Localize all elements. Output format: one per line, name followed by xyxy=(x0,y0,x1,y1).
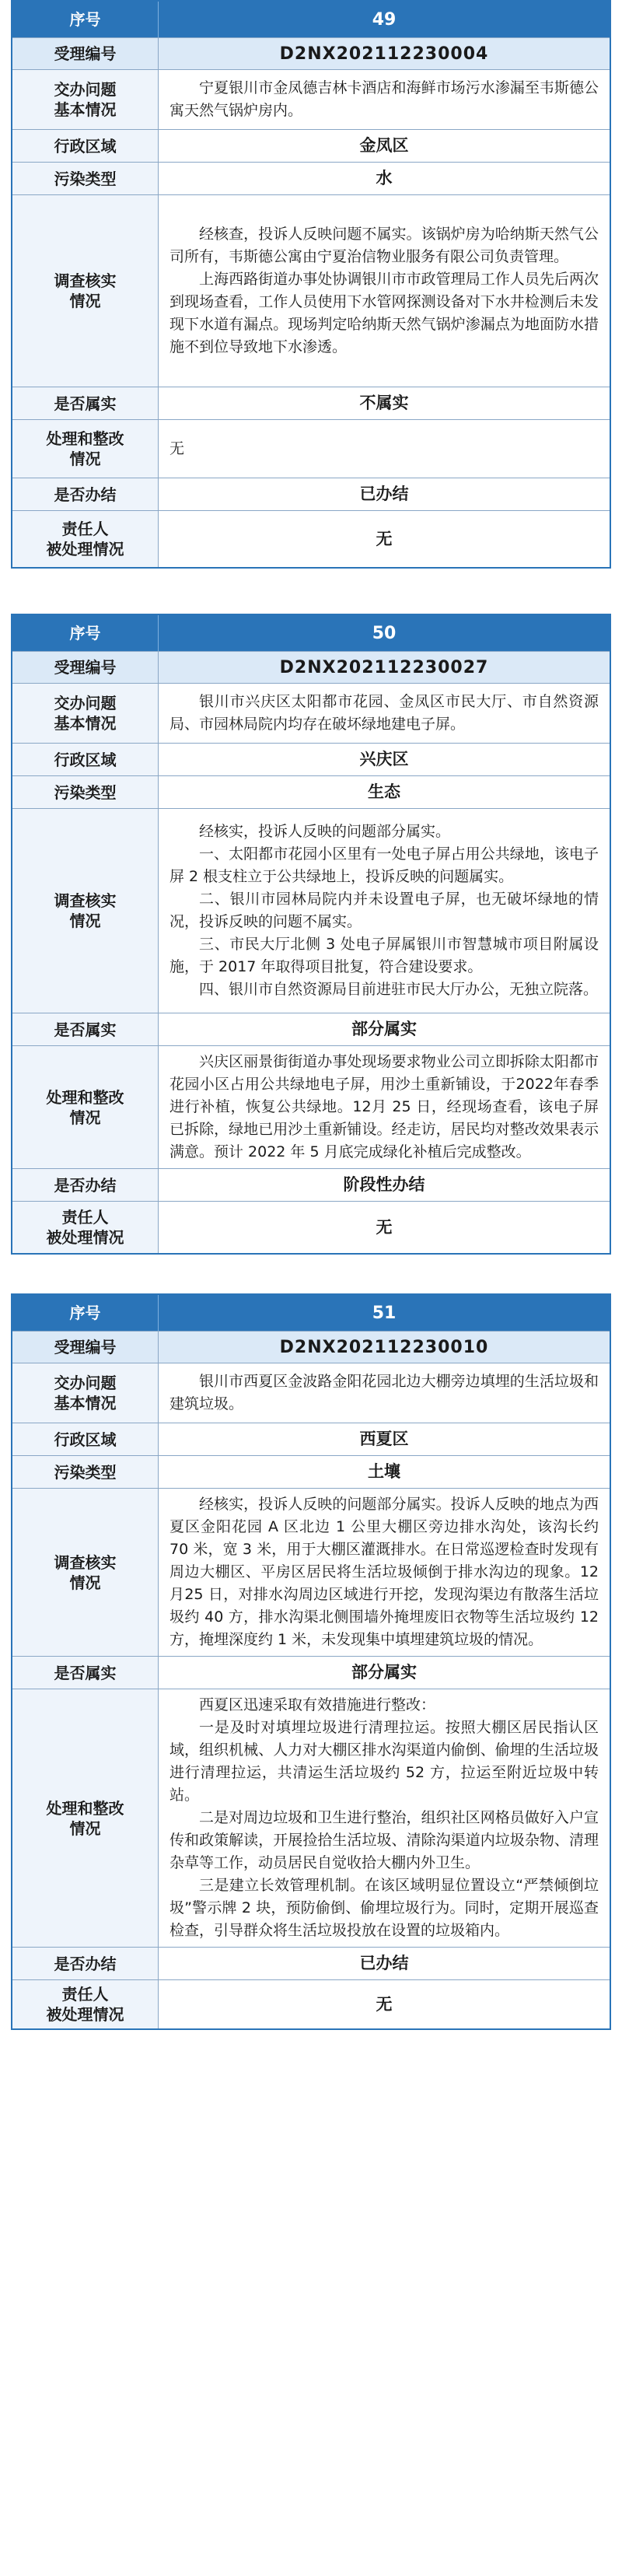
seq-row-label: 序号 xyxy=(12,1295,159,1331)
rectify-row xyxy=(12,1689,610,1947)
issue-row xyxy=(12,683,610,743)
code-value: D2NX202112230004 xyxy=(279,44,489,64)
region-row-label: 行政区域 xyxy=(12,130,159,162)
investigation-row-label: 调查核实 情况 xyxy=(12,195,159,387)
issue-value xyxy=(159,684,610,743)
issue-value xyxy=(159,70,610,129)
rectify-value-paragraph: 一是及时对填埋垃圾进行清理拉运。按照大棚区居民指认区域，组织机械、人力对大棚区排水沟渠道内偷倒、偷埋的生活垃圾进行清理拉运，共清运生活垃圾约 52 方，拉运至附近垃圾中转站。 xyxy=(169,1719,599,1804)
issue-value-paragraph: 银川市兴庆区太阳都市花园、金凤区市民大厅、市自然资源局、市园林局院内均存在破坏绿地建电子屏。 xyxy=(169,693,599,733)
issue-row xyxy=(12,1363,610,1423)
issue-row-label: 交办问题 基本情况 xyxy=(12,1363,159,1423)
type-row-label: 污染类型 xyxy=(12,163,159,194)
issue-row-label: 交办问题 基本情况 xyxy=(12,70,159,129)
truth-value: 不属实 xyxy=(359,394,409,412)
seq-row-label: 序号 xyxy=(12,2,159,37)
investigation-row xyxy=(12,1488,610,1656)
truth-row-label: 是否属实 xyxy=(12,1657,159,1689)
issue-value xyxy=(159,1363,610,1423)
region-row-label: 行政区域 xyxy=(12,1423,159,1455)
code-row-label: 受理编号 xyxy=(12,652,159,683)
investigation-value-paragraph: 经核查，投诉人反映问题不属实。该锅炉房为哈纳斯天然气公司所有，韦斯德公寓由宁夏治信物业服务有限公司负责管理。 xyxy=(169,226,599,265)
truth-value: 部分属实 xyxy=(351,1020,417,1038)
investigation-value-paragraph: 上海西路街道办事处协调银川市市政管理局工作人员先后两次到现场查看，工作人员使用下水管网探测设备对下水井检测后未发现下水道有漏点。现场判定哈纳斯天然气锅炉渗漏点为地面防水措施不到位导致地下水渗透。 xyxy=(169,271,599,355)
done-row-label: 是否办结 xyxy=(12,1169,159,1201)
region-value: 兴庆区 xyxy=(359,750,409,768)
investigation-row-label: 调查核实 情况 xyxy=(12,809,159,1013)
rectify-row-label: 处理和整改 情况 xyxy=(12,1689,159,1947)
region-row-label: 行政区域 xyxy=(12,744,159,775)
investigation-value-paragraph: 一、太阳都市花园小区里有一处电子屏占用公共绿地，该电子屏 2 根支柱立于公共绿地上，投诉反映的问题属实。 xyxy=(169,845,599,885)
rectify-value-paragraph: 无 xyxy=(169,439,185,457)
region-row xyxy=(12,129,610,162)
investigation-row-label: 调查核实 情况 xyxy=(12,1489,159,1656)
rectify-value-paragraph: 二是对周边垃圾和卫生进行整治，组织社区网格员做好入户宣传和政策解读，开展捡拾生活垃圾、清除沟渠道内垃圾杂物、清理杂草等工作，动员居民自觉收拾大棚内外卫生。 xyxy=(169,1809,599,1871)
investigation-value xyxy=(159,195,610,387)
seq-value: 49 xyxy=(372,9,397,30)
code-value: D2NX202112230010 xyxy=(279,1337,489,1357)
done-row-label: 是否办结 xyxy=(12,478,159,510)
truth-row xyxy=(12,1656,610,1689)
seq-value: 51 xyxy=(372,1303,397,1323)
rectify-row xyxy=(12,1045,610,1168)
resp-row xyxy=(12,510,610,567)
type-value: 生态 xyxy=(368,782,400,801)
rectify-value-paragraph: 西夏区迅速采取有效措施进行整改： xyxy=(199,1696,436,1713)
issue-row xyxy=(12,69,610,129)
investigation-value-paragraph: 二、银川市园林局院内并未设置电子屏，也无破坏绿地的情况，投诉反映的问题不属实。 xyxy=(169,891,599,930)
done-row xyxy=(12,478,610,510)
resp-row-label: 责任人 被处理情况 xyxy=(12,1980,159,2028)
seq-row xyxy=(12,615,610,651)
resp-row-label: 责任人 被处理情况 xyxy=(12,511,159,567)
issue-value-paragraph: 宁夏银川市金凤德吉林卡酒店和海鲜市场污水渗漏至韦斯德公寓天然气锅炉房内。 xyxy=(169,79,599,119)
seq-row xyxy=(12,2,610,37)
code-row xyxy=(12,651,610,683)
resp-value: 无 xyxy=(376,1217,393,1237)
code-row-label: 受理编号 xyxy=(12,38,159,69)
type-row xyxy=(12,775,610,808)
issue-row-label: 交办问题 基本情况 xyxy=(12,684,159,743)
investigation-value-paragraph: 经核实，投诉人反映的问题部分属实。 xyxy=(199,823,451,840)
investigation-value-paragraph: 三、市民大厅北侧 3 处电子屏属银川市智慧城市项目附属设施，于 2017 年取得项目批复，符合建设要求。 xyxy=(169,936,599,975)
truth-row-label: 是否属实 xyxy=(12,1013,159,1045)
rectify-value xyxy=(159,1689,610,1947)
investigation-row xyxy=(12,808,610,1013)
done-value: 已办结 xyxy=(359,1954,409,1972)
investigation-value xyxy=(159,809,610,1013)
rectify-value-paragraph: 三是建立长效管理机制。在该区域明显位置设立“严禁倾倒垃圾”警示牌 2 块，预防偷倒、偷埋垃圾行为。同时，定期开展巡查检查，引导群众将生活垃圾投放在设置的垃圾箱内。 xyxy=(169,1877,599,1939)
truth-row-label: 是否属实 xyxy=(12,387,159,419)
rectify-value-paragraph: 兴庆区丽景街街道办事处现场要求物业公司立即拆除太阳都市花园小区占用公共绿地电子屏，用沙土重新铺设，于2022年春季进行补植，恢复公共绿地。12月 25 日，经现场查看，该电子屏已拆除，绿地已用沙土重新铺设。经走访，居民均对整改效果表示满意。预计 2022 年 5 月底完成绿化补植后完成整改。 xyxy=(169,1053,599,1160)
code-row xyxy=(12,37,610,69)
region-row xyxy=(12,1423,610,1455)
rectify-value xyxy=(159,420,610,478)
seq-row-label: 序号 xyxy=(12,615,159,651)
type-value: 水 xyxy=(376,169,393,187)
type-row-label: 污染类型 xyxy=(12,776,159,808)
rectify-row xyxy=(12,419,610,478)
rectify-value xyxy=(159,1046,610,1168)
resp-row-label: 责任人 被处理情况 xyxy=(12,1202,159,1253)
code-value: D2NX202112230027 xyxy=(279,657,489,677)
seq-row xyxy=(12,1295,610,1331)
region-value: 金凤区 xyxy=(359,136,409,155)
investigation-value xyxy=(159,1489,610,1656)
type-row xyxy=(12,162,610,194)
record-table xyxy=(11,1293,611,2030)
issue-value-paragraph: 银川市西夏区金波路金阳花园北边大棚旁边填埋的生活垃圾和建筑垃圾。 xyxy=(169,1373,599,1412)
record-table xyxy=(11,0,611,569)
done-row xyxy=(12,1947,610,1979)
truth-row xyxy=(12,387,610,419)
seq-value: 50 xyxy=(372,623,397,643)
rectify-row-label: 处理和整改 情况 xyxy=(12,1046,159,1168)
resp-row xyxy=(12,1201,610,1253)
truth-row xyxy=(12,1013,610,1045)
investigation-value-paragraph: 四、银川市自然资源局目前进驻市民大厅办公，无独立院落。 xyxy=(199,981,599,998)
done-row xyxy=(12,1168,610,1201)
truth-value: 部分属实 xyxy=(351,1663,417,1682)
done-value: 已办结 xyxy=(359,485,409,503)
investigation-row xyxy=(12,194,610,387)
resp-value: 无 xyxy=(376,1994,393,2014)
record-table xyxy=(11,614,611,1255)
code-row xyxy=(12,1331,610,1363)
resp-value: 无 xyxy=(376,529,393,548)
resp-row xyxy=(12,1979,610,2028)
type-row xyxy=(12,1455,610,1488)
region-row xyxy=(12,743,610,775)
type-value: 土壤 xyxy=(368,1462,400,1481)
rectify-row-label: 处理和整改 情况 xyxy=(12,420,159,478)
done-row-label: 是否办结 xyxy=(12,1948,159,1979)
code-row-label: 受理编号 xyxy=(12,1332,159,1363)
region-value: 西夏区 xyxy=(359,1430,409,1448)
done-value: 阶段性办结 xyxy=(343,1175,425,1194)
type-row-label: 污染类型 xyxy=(12,1456,159,1488)
investigation-value-paragraph: 经核实，投诉人反映的问题部分属实。投诉人反映的地点为西夏区金阳花园 A 区北边 1 公里大棚区旁边排水沟处，该沟长约 70 米，宽 3 米，用于大棚区灌溉排水。在日常巡逻检查时发现有周边大棚区、平房区居民将生活垃圾倾倒于排水沟边的现象。12 月25 日，对排水沟周边区域进行开挖，发现沟渠边有散落生活垃圾约 40 方，排水沟渠北侧围墙外掩埋废旧衣物等生活垃圾约 12 方，掩埋深度约 1 米，未发现集中填埋建筑垃圾的情况。 xyxy=(169,1496,599,1648)
